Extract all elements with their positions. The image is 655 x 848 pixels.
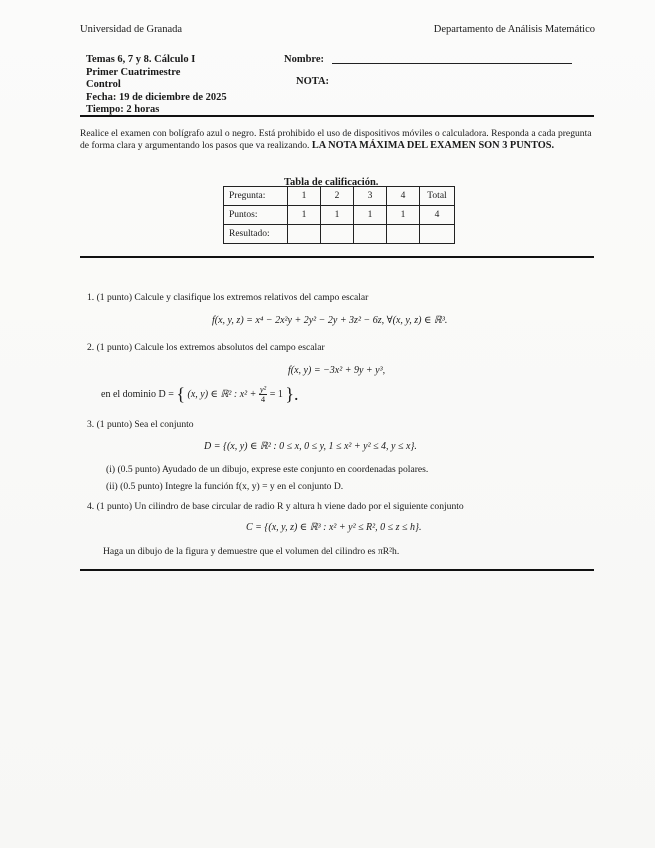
table-cell: 2	[321, 187, 354, 206]
row-label: Pregunta:	[224, 187, 288, 206]
domain-prefix: en el dominio D =	[101, 388, 174, 400]
grade-table	[223, 186, 455, 244]
domain-set-right: = 1	[269, 388, 283, 400]
question-4-formula: C = {(x, y, z) ∈ ℝ³ : x² + y² ≤ R², 0 ≤ z ≤ h}.	[246, 522, 422, 533]
university-name: Universidad de Granada	[80, 24, 183, 35]
question-2: 2. (1 punto) Calcule los extremos absolutos del campo escalar	[87, 342, 325, 353]
instructions	[80, 128, 596, 151]
result-cell[interactable]	[420, 225, 455, 244]
result-cell[interactable]	[387, 225, 420, 244]
brace-open: {	[176, 384, 185, 404]
instructions-text: Realice el examen con bolígrafo azul o negro. Está prohibido el uso de dispositivos móviles o calculadora. Responda a cada pregunta de forma clara y argumentando los pasos que va realizando.	[80, 128, 592, 151]
exam-type: Control	[86, 79, 121, 90]
divider	[80, 256, 594, 258]
name-field-line	[332, 63, 572, 64]
name-label: Nombre:	[284, 54, 325, 65]
result-cell[interactable]	[354, 225, 387, 244]
question-4: 4. (1 punto) Un cilindro de base circular de radio R y altura h viene dado por el siguiente conjunto	[87, 501, 464, 512]
department-name: Departamento de Análisis Matemático	[433, 24, 595, 35]
table-cell: 4	[387, 187, 420, 206]
exam-term: Primer Cuatrimestre	[86, 66, 181, 78]
exam-meta	[86, 54, 227, 117]
row-label: Puntos:	[224, 206, 288, 225]
question-1-formula: f(x, y, z) = x⁴ − 2x²y + 2y² − 2y + 3z² − 6z, ∀(x, y, z) ∈ ℝ³.	[212, 315, 448, 326]
question-3-formula: D = {(x, y) ∈ ℝ² : 0 ≤ x, 0 ≤ y, 1 ≤ x² + y² ≤ 4, y ≤ x}.	[204, 441, 417, 452]
question-1: 1. (1 punto) Calcule y clasifique los extremos relativos del campo escalar	[87, 292, 369, 303]
exam-duration: Tiempo: 2 horas	[86, 104, 160, 115]
result-cell[interactable]	[288, 225, 321, 244]
question-3-part-i: (i) (0.5 punto) Ayudado de un dibujo, exprese este conjunto en coordenadas polares.	[106, 464, 429, 475]
exam-date: Fecha: 19 de diciembre de 2025	[86, 91, 227, 103]
table-row	[224, 225, 455, 244]
fraction-denominator: 4	[260, 394, 266, 404]
exam-topics: Temas 6, 7 y 8. Cálculo I	[86, 54, 196, 65]
fraction	[259, 385, 267, 404]
grade-table-title: Tabla de calificación.	[284, 177, 379, 188]
row-label: Resultado:	[224, 225, 288, 244]
question-2-domain	[101, 384, 298, 405]
fraction-numerator: y²	[259, 384, 267, 394]
question-3: 3. (1 punto) Sea el conjunto	[87, 419, 194, 430]
table-cell: Total	[420, 187, 455, 206]
table-cell: 1	[288, 187, 321, 206]
table-cell: 1	[387, 206, 420, 225]
divider	[80, 569, 594, 571]
table-row	[224, 206, 455, 225]
instructions-bold: LA NOTA MÁXIMA DEL EXAMEN SON 3 PUNTOS.	[311, 139, 555, 151]
grade-label: NOTA:	[296, 76, 330, 87]
question-4-closing: Haga un dibujo de la figura y demuestre que el volumen del cilindro es πR²h.	[103, 546, 400, 557]
table-cell: 4	[420, 206, 455, 225]
table-row	[224, 187, 455, 206]
table-cell: 1	[288, 206, 321, 225]
table-cell: 3	[354, 187, 387, 206]
brace-close: }.	[285, 384, 299, 404]
question-2-formula: f(x, y) = −3x² + 9y + y³,	[288, 365, 386, 376]
table-cell: 1	[321, 206, 354, 225]
table-cell: 1	[354, 206, 387, 225]
question-3-part-ii: (ii) (0.5 punto) Integre la función f(x, y) = y en el conjunto D.	[106, 481, 344, 492]
result-cell[interactable]	[321, 225, 354, 244]
domain-set-left: (x, y) ∈ ℝ² : x² +	[187, 388, 257, 400]
divider	[80, 115, 594, 117]
